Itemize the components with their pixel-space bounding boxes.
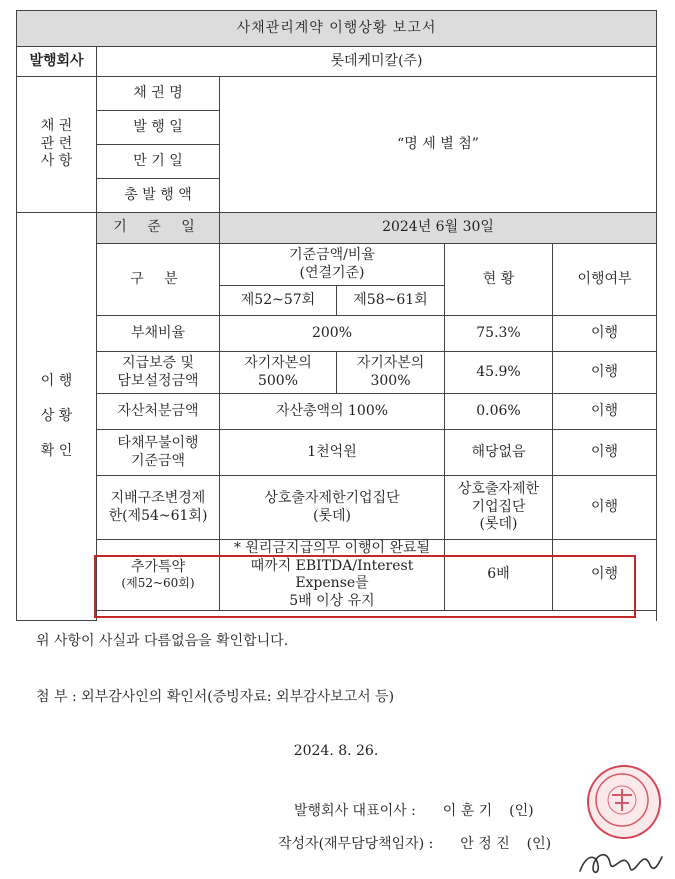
- issuer-label: 발행회사: [17, 47, 97, 77]
- row-debt-ratio-compliance: 이행: [553, 316, 657, 352]
- signer-cfo-seal: (인): [526, 836, 552, 852]
- row-governance-name: 지배구조변경제 한(제54~61회): [97, 476, 220, 540]
- row-guarantee-standard-1: 자기자본의 500%: [220, 352, 337, 394]
- row-debt-ratio-standard: 200%: [220, 316, 445, 352]
- row-asset-disposal-current: 0.06%: [445, 394, 553, 430]
- signer-cfo-name: 안 정 진: [460, 836, 510, 852]
- seal-ring-icon: [587, 765, 657, 835]
- row-asset-disposal-name: 자산처분금액: [97, 394, 220, 430]
- report-table: [16, 10, 657, 621]
- status-section-text: 이 행 상 황 확 인: [40, 372, 73, 459]
- header-compliance: 이행여부: [553, 244, 657, 316]
- header-sub-52-57: 제52~57회: [220, 286, 337, 316]
- row-cross-default-standard: 1천억원: [220, 430, 445, 476]
- bond-detail-note: “명 세 별 첨”: [220, 77, 657, 213]
- confirmation-text: 위 사항이 사실과 다름없음을 확인합니다.: [36, 633, 289, 649]
- attachment-text: 첨 부 : 외부감사인의 확인서(증빙자료: 외부감사보고서 등): [36, 689, 395, 705]
- covenant-highlight-box: [94, 555, 636, 618]
- bond-section-text: 채 권 관 련 사 항: [40, 118, 73, 170]
- signer-ceo-name: 이 훈 기: [442, 803, 493, 819]
- row-debt-ratio-name: 부채비율: [97, 316, 220, 352]
- signer-ceo: [294, 800, 634, 820]
- bond-field-total: 총 발 행 액: [97, 179, 220, 213]
- header-category: 구 분: [97, 244, 220, 316]
- issuer-name: 롯데케미칼(주): [97, 47, 657, 77]
- row-covenant-name-sub: (제52~60회): [121, 576, 195, 591]
- row-governance-current: 상호출자제한 기업집단 (롯데): [445, 476, 553, 540]
- report-title: 사채관리계약 이행상황 보고서: [17, 11, 657, 47]
- bond-section-label: [17, 77, 97, 213]
- row-debt-ratio-current: 75.3%: [445, 316, 553, 352]
- row-covenant-current: 6배: [445, 540, 553, 611]
- row-covenant-name: 추가특약: [130, 558, 186, 575]
- signer-ceo-seal: (인): [509, 803, 534, 819]
- report-date: 2024. 8. 26.: [293, 743, 379, 759]
- row-governance-compliance: 이행: [553, 476, 657, 540]
- row-asset-disposal-compliance: 이행: [553, 394, 657, 430]
- header-standard: 기준금액/비율 (연결기준): [220, 244, 445, 286]
- row-covenant-standard: * 원리금지급의무 이행이 완료될 때까지 EBITDA/Interest Expense를 5배 이상 유지: [220, 540, 445, 611]
- bond-field-name: 채 권 명: [97, 77, 220, 111]
- base-date-label: 기 준 일: [97, 213, 220, 244]
- bond-field-issue-date: 발 행 일: [97, 111, 220, 145]
- row-guarantee-standard-2: 자기자본의 300%: [337, 352, 445, 394]
- header-current: 현 황: [445, 244, 553, 316]
- row-guarantee-compliance: 이행: [553, 352, 657, 394]
- row-cross-default-current: 해당없음: [445, 430, 553, 476]
- row-asset-disposal-standard: 자산총액의 100%: [220, 394, 445, 430]
- header-sub-58-61: 제58~61회: [337, 286, 445, 316]
- row-guarantee-current: 45.9%: [445, 352, 553, 394]
- signer-cfo-role: 작성자(재무담당책임자) :: [278, 836, 434, 852]
- row-cross-default-name: 타채무불이행 기준금액: [97, 430, 220, 476]
- signer-ceo-role: 발행회사 대표이사 :: [294, 803, 416, 819]
- row-cross-default-compliance: 이행: [553, 430, 657, 476]
- status-section-label: [17, 213, 97, 621]
- report-page: [16, 10, 656, 872]
- row-governance-standard: 상호출자제한기업집단 (롯데): [220, 476, 445, 540]
- base-date-value: 2024년 6월 30일: [220, 213, 657, 244]
- bond-field-maturity: 만 기 일: [97, 145, 220, 179]
- row-guarantee-name: 지급보증 및 담보설정금액: [97, 352, 220, 394]
- row-covenant-compliance: 이행: [553, 540, 657, 611]
- company-seal-stamp: [587, 765, 661, 839]
